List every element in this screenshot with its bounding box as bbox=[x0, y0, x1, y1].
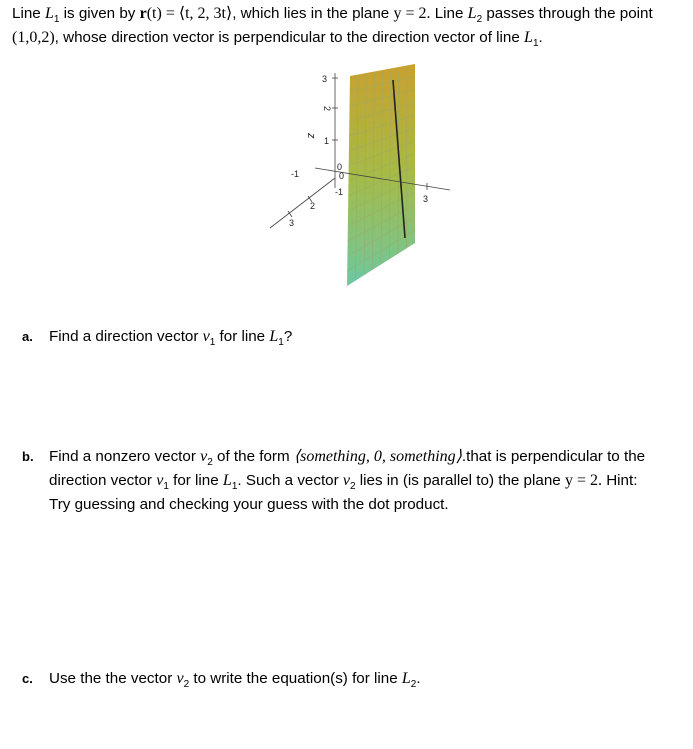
question-text bbox=[49, 448, 649, 514]
vector-symbol: v bbox=[202, 328, 210, 345]
z-tick-label: 0 bbox=[337, 162, 343, 172]
vector-symbol: v bbox=[342, 472, 351, 490]
question-text-part: Use the the vector bbox=[49, 670, 177, 687]
question-text-part: for line bbox=[168, 472, 223, 490]
question-letter: b. bbox=[22, 449, 34, 464]
question-text-part: . bbox=[416, 670, 421, 687]
z-axis-label: z bbox=[305, 133, 317, 139]
plane-3d-figure bbox=[255, 58, 475, 293]
vector-r: r bbox=[139, 5, 147, 22]
subscript: 2 bbox=[410, 679, 417, 691]
subscript: 1 bbox=[53, 14, 60, 26]
intro-text: passes through the point bbox=[482, 5, 653, 22]
question-text-part: Hint: Try guessing and checking your guess with the dot product. bbox=[49, 472, 638, 514]
line-symbol: L bbox=[44, 5, 54, 22]
vector-symbol: v bbox=[156, 472, 164, 490]
intro-text: . bbox=[538, 29, 543, 47]
question-text-part: Find a nonzero vector bbox=[49, 448, 201, 465]
intro-text: , which lies in the plane bbox=[232, 5, 394, 22]
x-tick-label: -1 bbox=[291, 169, 300, 179]
question-text-part: .that is perpendicular to the direction vector bbox=[49, 448, 646, 490]
y-tick-label: -1 bbox=[335, 187, 344, 197]
question-letter: c. bbox=[22, 671, 33, 686]
subscript: 1 bbox=[532, 38, 539, 50]
x-tick-label: 3 bbox=[289, 218, 295, 228]
intro-text: is given by bbox=[59, 5, 140, 22]
question-a bbox=[22, 328, 649, 352]
question-letter: a. bbox=[22, 329, 33, 344]
subscript: 1 bbox=[231, 481, 238, 493]
intro-text: Line bbox=[430, 5, 468, 22]
subscript: 2 bbox=[476, 14, 483, 26]
question-c bbox=[22, 670, 649, 694]
subscript: 2 bbox=[207, 457, 213, 469]
line-symbol: L bbox=[269, 328, 279, 345]
y-tick-label: 0 bbox=[339, 171, 345, 181]
question-text-part: ? bbox=[283, 328, 293, 345]
x-tick-label: 2 bbox=[310, 201, 316, 211]
z-tick-label: 1 bbox=[324, 136, 330, 146]
y-tick-label: 3 bbox=[423, 194, 429, 204]
vector-symbol: v bbox=[200, 448, 208, 465]
question-text-part: Find a direction vector bbox=[49, 328, 203, 345]
z-tick-label: 3 bbox=[322, 74, 328, 84]
question-text-part: to write the equation(s) for line bbox=[189, 670, 402, 687]
plane-equation: y = 2. bbox=[564, 472, 602, 490]
line-symbol: L bbox=[467, 5, 477, 22]
subscript: 1 bbox=[209, 337, 216, 349]
question-text-part: . Such a vector bbox=[237, 472, 343, 490]
line-symbol: L bbox=[222, 472, 232, 490]
line-symbol: L bbox=[524, 29, 533, 47]
x-axis bbox=[270, 178, 335, 228]
vector-symbol: v bbox=[176, 670, 184, 687]
z-tick-label: 2 bbox=[322, 106, 332, 112]
subscript: 2 bbox=[183, 679, 190, 691]
subscript: 1 bbox=[278, 337, 284, 349]
parametrization: (t) = ⟨t, 2, 3t⟩ bbox=[146, 5, 233, 22]
subscript: 1 bbox=[163, 481, 169, 493]
intro-text: Line bbox=[12, 5, 45, 22]
question-text bbox=[49, 670, 649, 694]
vector-form: ⟨something, 0, something⟩ bbox=[293, 448, 462, 465]
intro-text: , whose direction vector is perpendicular to the direction vector of line bbox=[54, 29, 525, 47]
question-text bbox=[49, 328, 649, 352]
question-text-part: for line bbox=[215, 328, 270, 345]
subscript: 2 bbox=[350, 481, 356, 493]
problem-statement bbox=[12, 5, 684, 53]
point: (1,0,2) bbox=[12, 29, 55, 47]
question-text-part: lies in (is parallel to) the plane bbox=[355, 472, 565, 490]
plane-equation: y = 2. bbox=[393, 5, 431, 22]
question-b bbox=[22, 448, 649, 514]
line-symbol: L bbox=[401, 670, 411, 687]
question-text-part: of the form bbox=[212, 448, 294, 465]
